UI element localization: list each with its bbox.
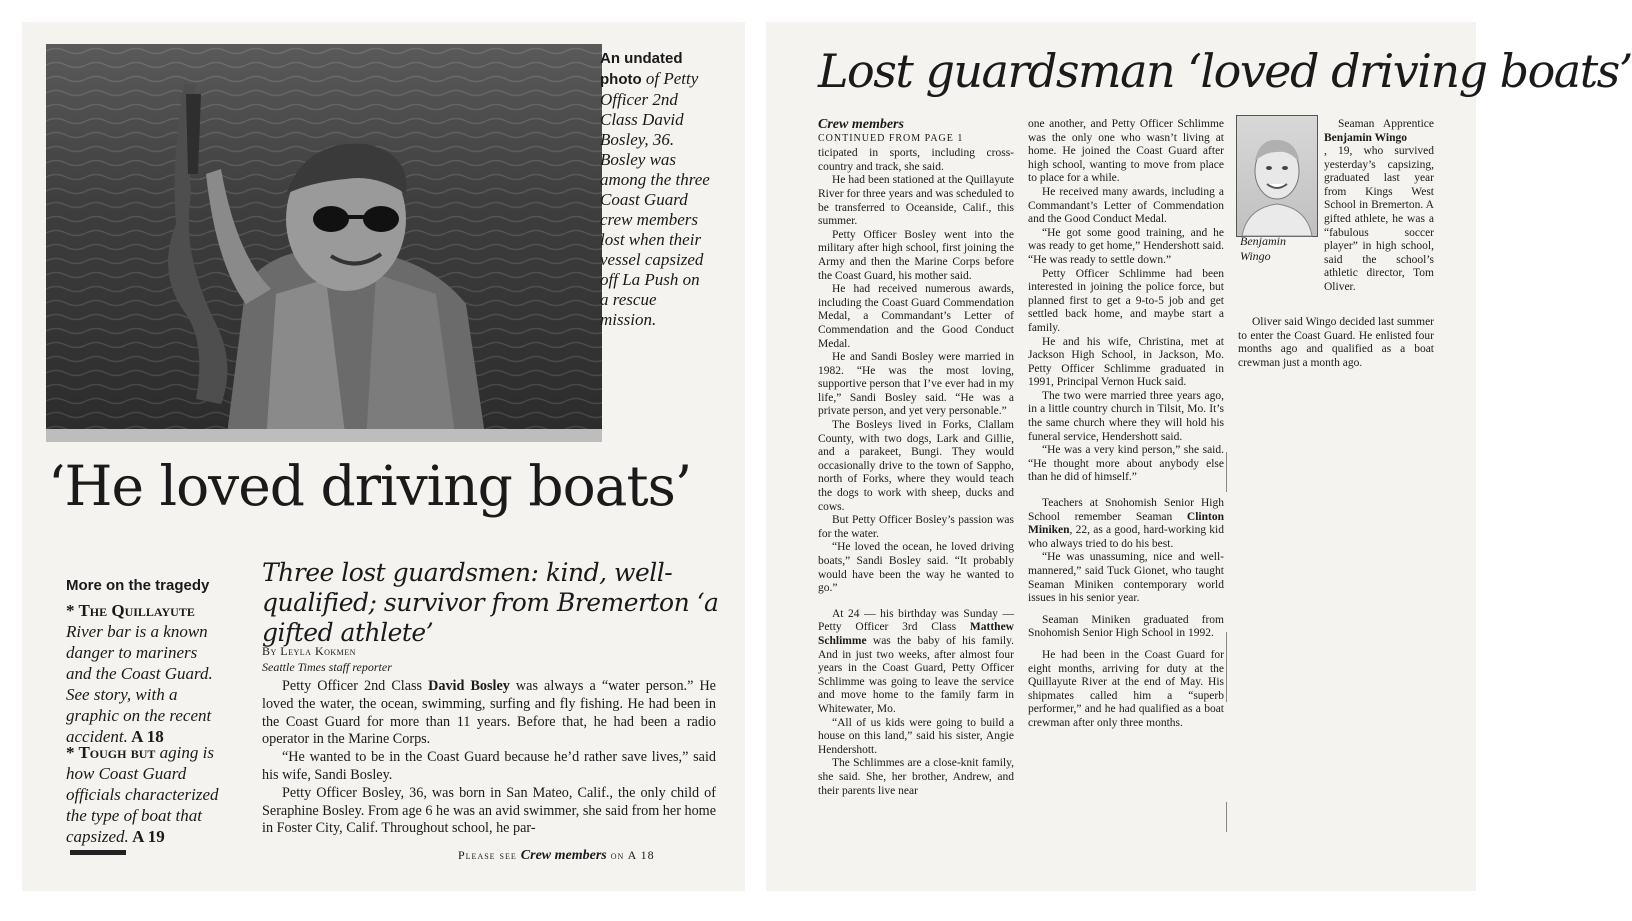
sidebar-item-lead: * The Quillayute bbox=[66, 601, 195, 620]
photo-caption-text: of Petty Officer 2nd Class David Bosley, 36. Bosley was among the three Coast Guard crew members lost when their vessel capsized off La Push on a rescue mission. bbox=[600, 69, 710, 329]
col1-paragraph: “He loved the ocean, he loved driving boats,” Sandi Bosley said. “It probably would have been the way he wanted to go.” bbox=[818, 541, 1014, 595]
col2-paragraph: He received many awards, including a Commandant’s Letter of Commendation and the Good Conduct Medal. bbox=[1028, 185, 1224, 226]
article-paragraph bbox=[262, 678, 716, 749]
col1-paragraph: He had received numerous awards, including the Coast Guard Commendation Medal, a Commandant’s Letter of Commendation and the Good Conduct Medal. bbox=[818, 283, 1014, 350]
c2-tail-a: Teachers at Snohomish Senior High School remember Seaman bbox=[1028, 497, 1224, 523]
jump-line bbox=[458, 848, 655, 864]
col3-paragraph bbox=[1324, 118, 1434, 145]
column-rule bbox=[1226, 452, 1227, 492]
column-rule bbox=[1226, 802, 1227, 832]
main-headline: ‘He loved driving boats’ bbox=[48, 454, 692, 518]
jump-line-b: on A 18 bbox=[606, 848, 655, 862]
sidebar-item-ref: A 18 bbox=[127, 727, 164, 746]
column-3 bbox=[1238, 316, 1434, 370]
sidebar-end-bar bbox=[70, 850, 126, 855]
byline: By Leyla Kokmen bbox=[262, 644, 356, 658]
wingo-photo-image bbox=[1237, 116, 1317, 236]
subheadline-deck: Three lost guardsmen: kind, well-qualified; survivor from Bremerton ‘a gifted athlete’ bbox=[262, 558, 719, 647]
sidebar-item-ref: A 19 bbox=[128, 827, 165, 846]
col1-paragraph: He had been stationed at the Quillayute River for three years and was scheduled to be transferred to Oceanside, Calif., this summer. bbox=[818, 174, 1014, 228]
col1-paragraph: But Petty Officer Bosley’s passion was for the water. bbox=[818, 514, 1014, 540]
col2-paragraph: “He got some good training, and he was ready to get home,” Hendershott said. “He was ready to settle down.” bbox=[1028, 226, 1224, 266]
article-paragraph: Petty Officer Bosley, 36, was born in San Mateo, Calif., the only child of Seraphine Bosley. From age 6 he was an avid swimmer, she said from her home in Foster City, Calif. Throughout school, he par- bbox=[262, 784, 716, 837]
p1-b: was always a “water person.” He loved the water, the ocean, swimming, surfing and fly fishing. He had been in the Coast Guard for more than 11 years. Before that, he had been a radio operator in the Marine Corps. bbox=[262, 678, 716, 748]
article-body bbox=[262, 678, 716, 838]
col2-paragraph: The two were married three years ago, in a little country church in Tilsit, Mo. It’s the same church where they will hold his funeral service, Hendershott said. bbox=[1028, 389, 1224, 443]
col1-paragraph bbox=[818, 608, 1014, 717]
mugshot-caption: Benjamin Wingo bbox=[1240, 234, 1286, 263]
column-3-wrap bbox=[1324, 145, 1434, 295]
column-2 bbox=[1028, 118, 1224, 731]
col1-paragraph: The Bosleys lived in Forks, Clallam County, with two dogs, Lark and Gillie, and a parakeet, Bungi. They would occasionally drive to the town of Sappho, north of Forks, where they would teach the dogs to work with sheep, ducks and cows. bbox=[818, 419, 1014, 513]
c1-tail-b: was the baby of his family. And in just two weeks, after almost four years in the Coast Guard, Petty Officer Schlimme was going to leave the service and move home to the family farm in Whitewater, Mo. bbox=[818, 634, 1014, 715]
col1-paragraph: “All of us kids were going to build a house on this land,” said his sister, Angie Hendershott. bbox=[818, 716, 1014, 756]
c2-tail-name: Clinton Miniken bbox=[1028, 510, 1224, 537]
jump-line-a: Please see bbox=[458, 848, 521, 862]
col1-paragraph: The Schlimmes are a close-knit family, she said. She, her brother, Andrew, and their parents live near bbox=[818, 757, 1014, 797]
col2-paragraph: Seaman Miniken graduated from Snohomish Senior High School in 1992. bbox=[1028, 613, 1224, 640]
p1-a: Petty Officer 2nd Class bbox=[282, 678, 429, 694]
sidebar-item-tough-but bbox=[66, 742, 226, 847]
left-page bbox=[22, 22, 745, 891]
byline-staff: Seattle Times staff reporter bbox=[262, 660, 392, 674]
sidebar-title: More on the tragedy bbox=[66, 577, 210, 594]
bosley-photo bbox=[46, 44, 602, 442]
column-rule bbox=[1226, 632, 1227, 702]
col2-paragraph: He had been in the Coast Guard for eight months, arriving for duty at the Quillayute River at the end of May. His shipmates called him a “superb performer,” and he had qualified as a boat crewman after only three months. bbox=[1028, 648, 1224, 729]
article-paragraph: “He wanted to be in the Coast Guard because he’d rather save lives,” said his wife, Sandi Bosley. bbox=[262, 749, 716, 783]
jump-line-link: Crew members bbox=[520, 848, 607, 863]
c3-a: Seaman Apprentice bbox=[1338, 118, 1434, 130]
wingo-mugshot bbox=[1236, 115, 1318, 237]
bosley-photo-image bbox=[46, 44, 602, 442]
p1-name: David Bosley bbox=[428, 678, 510, 694]
col2-paragraph: “He was a very kind person,” she said. “He thought more about anybody else than he did of himself.” bbox=[1028, 444, 1224, 484]
col2-paragraph: Petty Officer Schlimme had been interested in joining the police force, but planned first to get a 9-to-5 job and get settled back home, and maybe start a family. bbox=[1028, 267, 1224, 334]
sidebar-item-lead: * Tough but bbox=[66, 743, 156, 762]
c3-name: Benjamin Wingo bbox=[1324, 131, 1407, 144]
sidebar-item-quillayute bbox=[66, 600, 226, 747]
col3-paragraph: , 19, who survived yesterday’s capsizing, graduated last year from Kings West School in Bremerton. A gifted athlete, he was a “fabulous soccer player” in high school, said the school’s athletic director, Tom Oliver. bbox=[1324, 145, 1434, 293]
right-page bbox=[766, 22, 1632, 891]
col2-paragraph: He and his wife, Christina, met at Jackson High School, in Jackson, Mo. Petty Officer Schlimme graduated in 1991, Principal Vernon Huck said. bbox=[1028, 335, 1224, 389]
photo-caption bbox=[600, 48, 710, 330]
sidebar-item-text: aging is how Coast Guard officials characterized the type of boat that capsized. bbox=[66, 743, 219, 846]
col1-paragraph: He and Sandi Bosley were married in 1982. “He was the most loving, supportive person that I’ve ever had in my life,” Sandi Bosley said. “He was a private person, and yet very personable.” bbox=[818, 351, 1014, 418]
col1-paragraph: ticipated in sports, including cross-country and track, she said. bbox=[818, 147, 1014, 173]
sidebar-item-text: River bar is a known danger to mariners and the Coast Guard. See story, with a graphic on the recent accident. bbox=[66, 622, 213, 746]
col3-paragraph: Oliver said Wingo decided last summer to enter the Coast Guard. He enlisted four months ago and qualified as a boat crewman just a month ago. bbox=[1238, 316, 1434, 369]
col2-paragraph: one another, and Petty Officer Schlimme was the only one who wasn’t living at home. He joined the Coast Guard after high school, wanting to move from place to place for a while. bbox=[1028, 118, 1224, 185]
column-3-top bbox=[1324, 118, 1434, 145]
c1-tail-a: At 24 — his birthday was Sunday — Petty Officer 3rd Class bbox=[818, 607, 1014, 634]
col2-paragraph bbox=[1028, 497, 1224, 551]
c2-tail-b: , 22, as a good, hard-working kid who always tried to do his best. bbox=[1028, 524, 1224, 550]
jump-headline: Lost guardsman ‘loved driving boats’ bbox=[818, 44, 1632, 98]
continued-from: CONTINUED FROM PAGE 1 bbox=[818, 132, 964, 144]
c1-tail-name: Matthew Schlimme bbox=[818, 621, 1014, 647]
column-1 bbox=[818, 118, 1014, 798]
crew-members-label: Crew members bbox=[818, 117, 904, 132]
col1-paragraph: Petty Officer Bosley went into the military after high school, first joining the Army and then the Marine Corps before the Coast Guard, his mother said. bbox=[818, 228, 1014, 282]
col2-paragraph: “He was unassuming, nice and well-mannered,” said Tuck Gionet, who taught Seaman Miniken contemporary world issues in his senior year. bbox=[1028, 551, 1224, 605]
photo-caption-bold: An undated photo bbox=[600, 50, 683, 88]
